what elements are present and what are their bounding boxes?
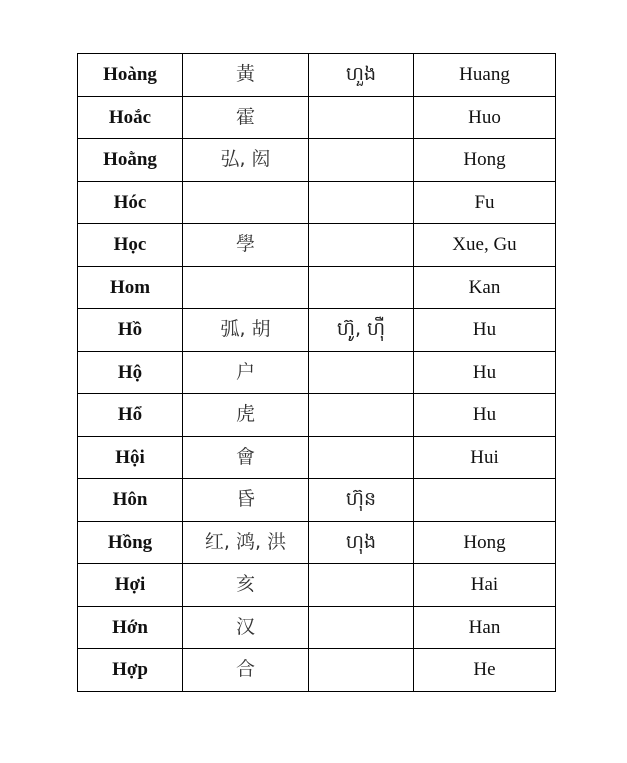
pinyin-cell: Huo [414, 96, 556, 139]
vietnamese-cell: Hom [78, 266, 183, 309]
script-cell [309, 649, 414, 692]
script-cell: ហ៊ុន [309, 479, 414, 522]
vietnamese-cell: Hồ [78, 309, 183, 352]
table-row [78, 606, 556, 649]
name-glossary-table [77, 53, 556, 692]
hanzi-cell: 户 [183, 351, 309, 394]
pinyin-cell: Kan [414, 266, 556, 309]
vietnamese-cell: Hóc [78, 181, 183, 224]
table-row [78, 266, 556, 309]
pinyin-cell: Han [414, 606, 556, 649]
hanzi-cell: 昏 [183, 479, 309, 522]
vietnamese-cell: Hoắc [78, 96, 183, 139]
pinyin-cell: Hu [414, 309, 556, 352]
hanzi-cell: 弘, 闳 [183, 139, 309, 182]
hanzi-cell: 學 [183, 224, 309, 267]
table-row [78, 479, 556, 522]
vietnamese-cell: Hôn [78, 479, 183, 522]
hanzi-cell [183, 266, 309, 309]
pinyin-cell: Hong [414, 139, 556, 182]
script-cell [309, 181, 414, 224]
script-cell [309, 139, 414, 182]
hanzi-cell: 虎 [183, 394, 309, 437]
pinyin-cell: Hu [414, 351, 556, 394]
vietnamese-cell: Hợi [78, 564, 183, 607]
pinyin-cell: Hu [414, 394, 556, 437]
pinyin-cell: He [414, 649, 556, 692]
script-cell: ហ៊ូ, ហ៊ឺ [309, 309, 414, 352]
vietnamese-cell: Hoàng [78, 54, 183, 97]
script-cell [309, 224, 414, 267]
vietnamese-cell: Hội [78, 436, 183, 479]
hanzi-cell: 會 [183, 436, 309, 479]
script-cell [309, 436, 414, 479]
table-row [78, 521, 556, 564]
table-row [78, 436, 556, 479]
table-row [78, 181, 556, 224]
table-body [78, 54, 556, 692]
pinyin-cell: Huang [414, 54, 556, 97]
pinyin-cell: Fu [414, 181, 556, 224]
hanzi-cell: 霍 [183, 96, 309, 139]
vietnamese-cell: Hoằng [78, 139, 183, 182]
table-row [78, 564, 556, 607]
pinyin-cell: Xue, Gu [414, 224, 556, 267]
script-cell [309, 606, 414, 649]
pinyin-cell: Hai [414, 564, 556, 607]
vietnamese-cell: Hổ [78, 394, 183, 437]
vietnamese-cell: Hợp [78, 649, 183, 692]
script-cell: ហុង [309, 521, 414, 564]
pinyin-cell [414, 479, 556, 522]
table-row [78, 224, 556, 267]
hanzi-cell: 黃 [183, 54, 309, 97]
vietnamese-cell: Hớn [78, 606, 183, 649]
table-row [78, 394, 556, 437]
hanzi-cell: 汉 [183, 606, 309, 649]
script-cell: ហួង [309, 54, 414, 97]
script-cell [309, 351, 414, 394]
table-row [78, 54, 556, 97]
table-row [78, 309, 556, 352]
hanzi-cell: 合 [183, 649, 309, 692]
table-row [78, 139, 556, 182]
table-row [78, 96, 556, 139]
hanzi-cell: 弧, 胡 [183, 309, 309, 352]
table-row [78, 351, 556, 394]
vietnamese-cell: Học [78, 224, 183, 267]
script-cell [309, 394, 414, 437]
hanzi-cell [183, 181, 309, 224]
vietnamese-cell: Hộ [78, 351, 183, 394]
script-cell [309, 564, 414, 607]
vietnamese-cell: Hồng [78, 521, 183, 564]
hanzi-cell: 亥 [183, 564, 309, 607]
script-cell [309, 266, 414, 309]
hanzi-cell: 红, 鸿, 洪 [183, 521, 309, 564]
table-row [78, 649, 556, 692]
pinyin-cell: Hui [414, 436, 556, 479]
script-cell [309, 96, 414, 139]
pinyin-cell: Hong [414, 521, 556, 564]
